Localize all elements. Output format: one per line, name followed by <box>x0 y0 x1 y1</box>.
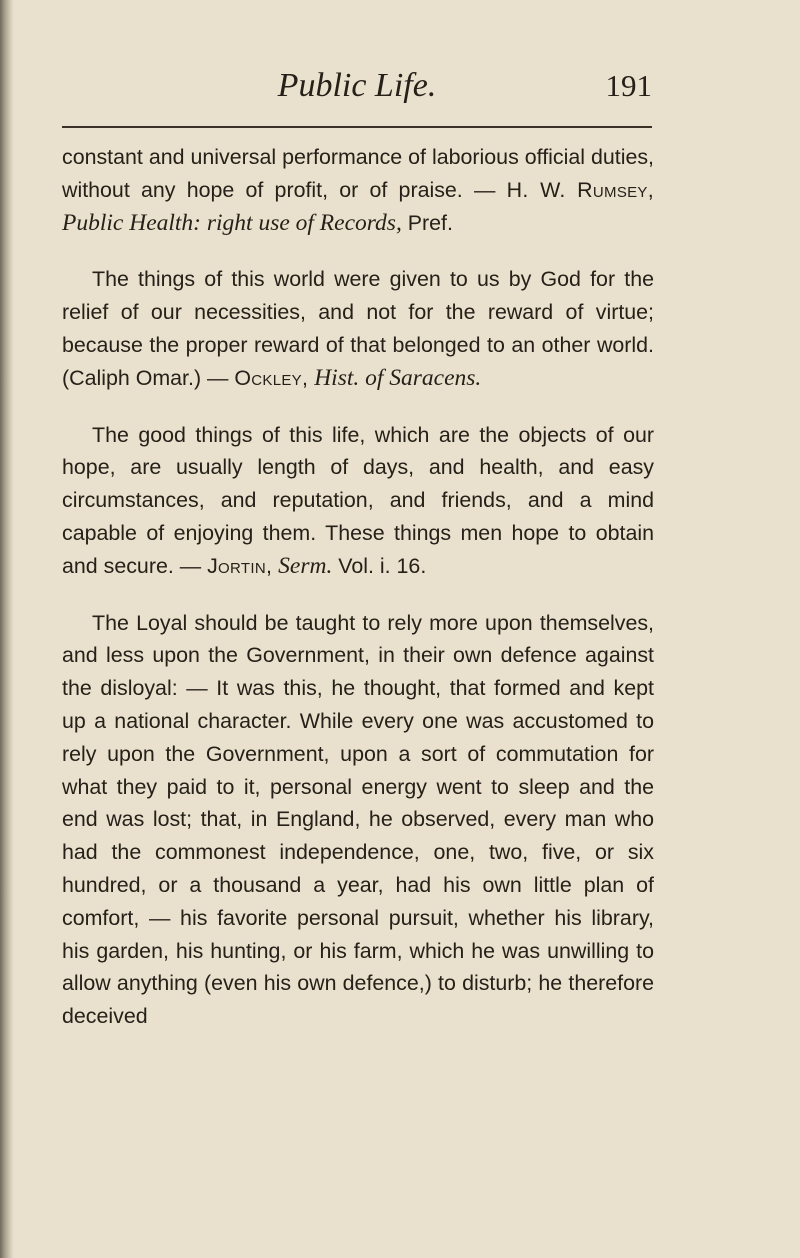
running-title: Public Life. <box>277 67 437 104</box>
paragraph-ockley <box>62 263 654 394</box>
paragraph-loyal <box>62 607 654 1033</box>
page-gutter-shadow <box>0 0 14 1258</box>
paragraph-jortin <box>62 419 654 583</box>
paragraph-rumsey <box>62 141 654 239</box>
paragraph-text: The good things of this life, which are the objects of our hope, are usually length of days, and health, and easy circumstances, and reputation, and friends, and a mind capable of enjoying them. These things men hope to obtain and secure. — <box>62 422 654 578</box>
citation-work: Hist. of Saracens. <box>314 364 482 391</box>
citation-ref: Pref. <box>401 210 453 235</box>
citation-work: Serm. <box>278 552 333 579</box>
citation-author: H. W. Rumsey, <box>506 177 654 202</box>
header-rule <box>62 126 652 128</box>
citation-author: Ockley, <box>234 365 309 390</box>
page-number: 191 <box>605 68 652 103</box>
paragraph-text: The things of this world were given to us by God for the relief of our necessities, and not for the reward of virtue; because the proper reward of that belonged to an other world. (Caliph Omar.) — <box>62 267 654 390</box>
citation-author: Jortin, <box>207 553 273 578</box>
citation-work: Public Health: right use of Records, <box>62 209 402 236</box>
body-text <box>62 141 654 1057</box>
page-header <box>62 58 652 108</box>
paragraph-text: constant and universal performance of laborious official duties, without any hope of profit, or of praise. — <box>62 145 654 202</box>
paragraph-text: The Loyal should be taught to rely more upon themselves, and less upon the Government, in their own defence against the disloyal: — It was this, he thought, that formed and kept up a national character. While every one was accustomed to rely upon the Government, upon a sort of commutation for what they paid to it, personal energy went to sleep and the end was lost; that, in England, he observed, every man who had the commonest independence, one, two, five, or six hundred, or a thousand a year, had his own little plan of comfort, — his favorite personal pursuit, whether his library, his garden, his hunting, or his farm, which he was unwilling to allow anything (even his own defence,) to disturb; he therefore deceived <box>62 610 654 1029</box>
citation-ref: Vol. i. 16. <box>332 553 427 578</box>
